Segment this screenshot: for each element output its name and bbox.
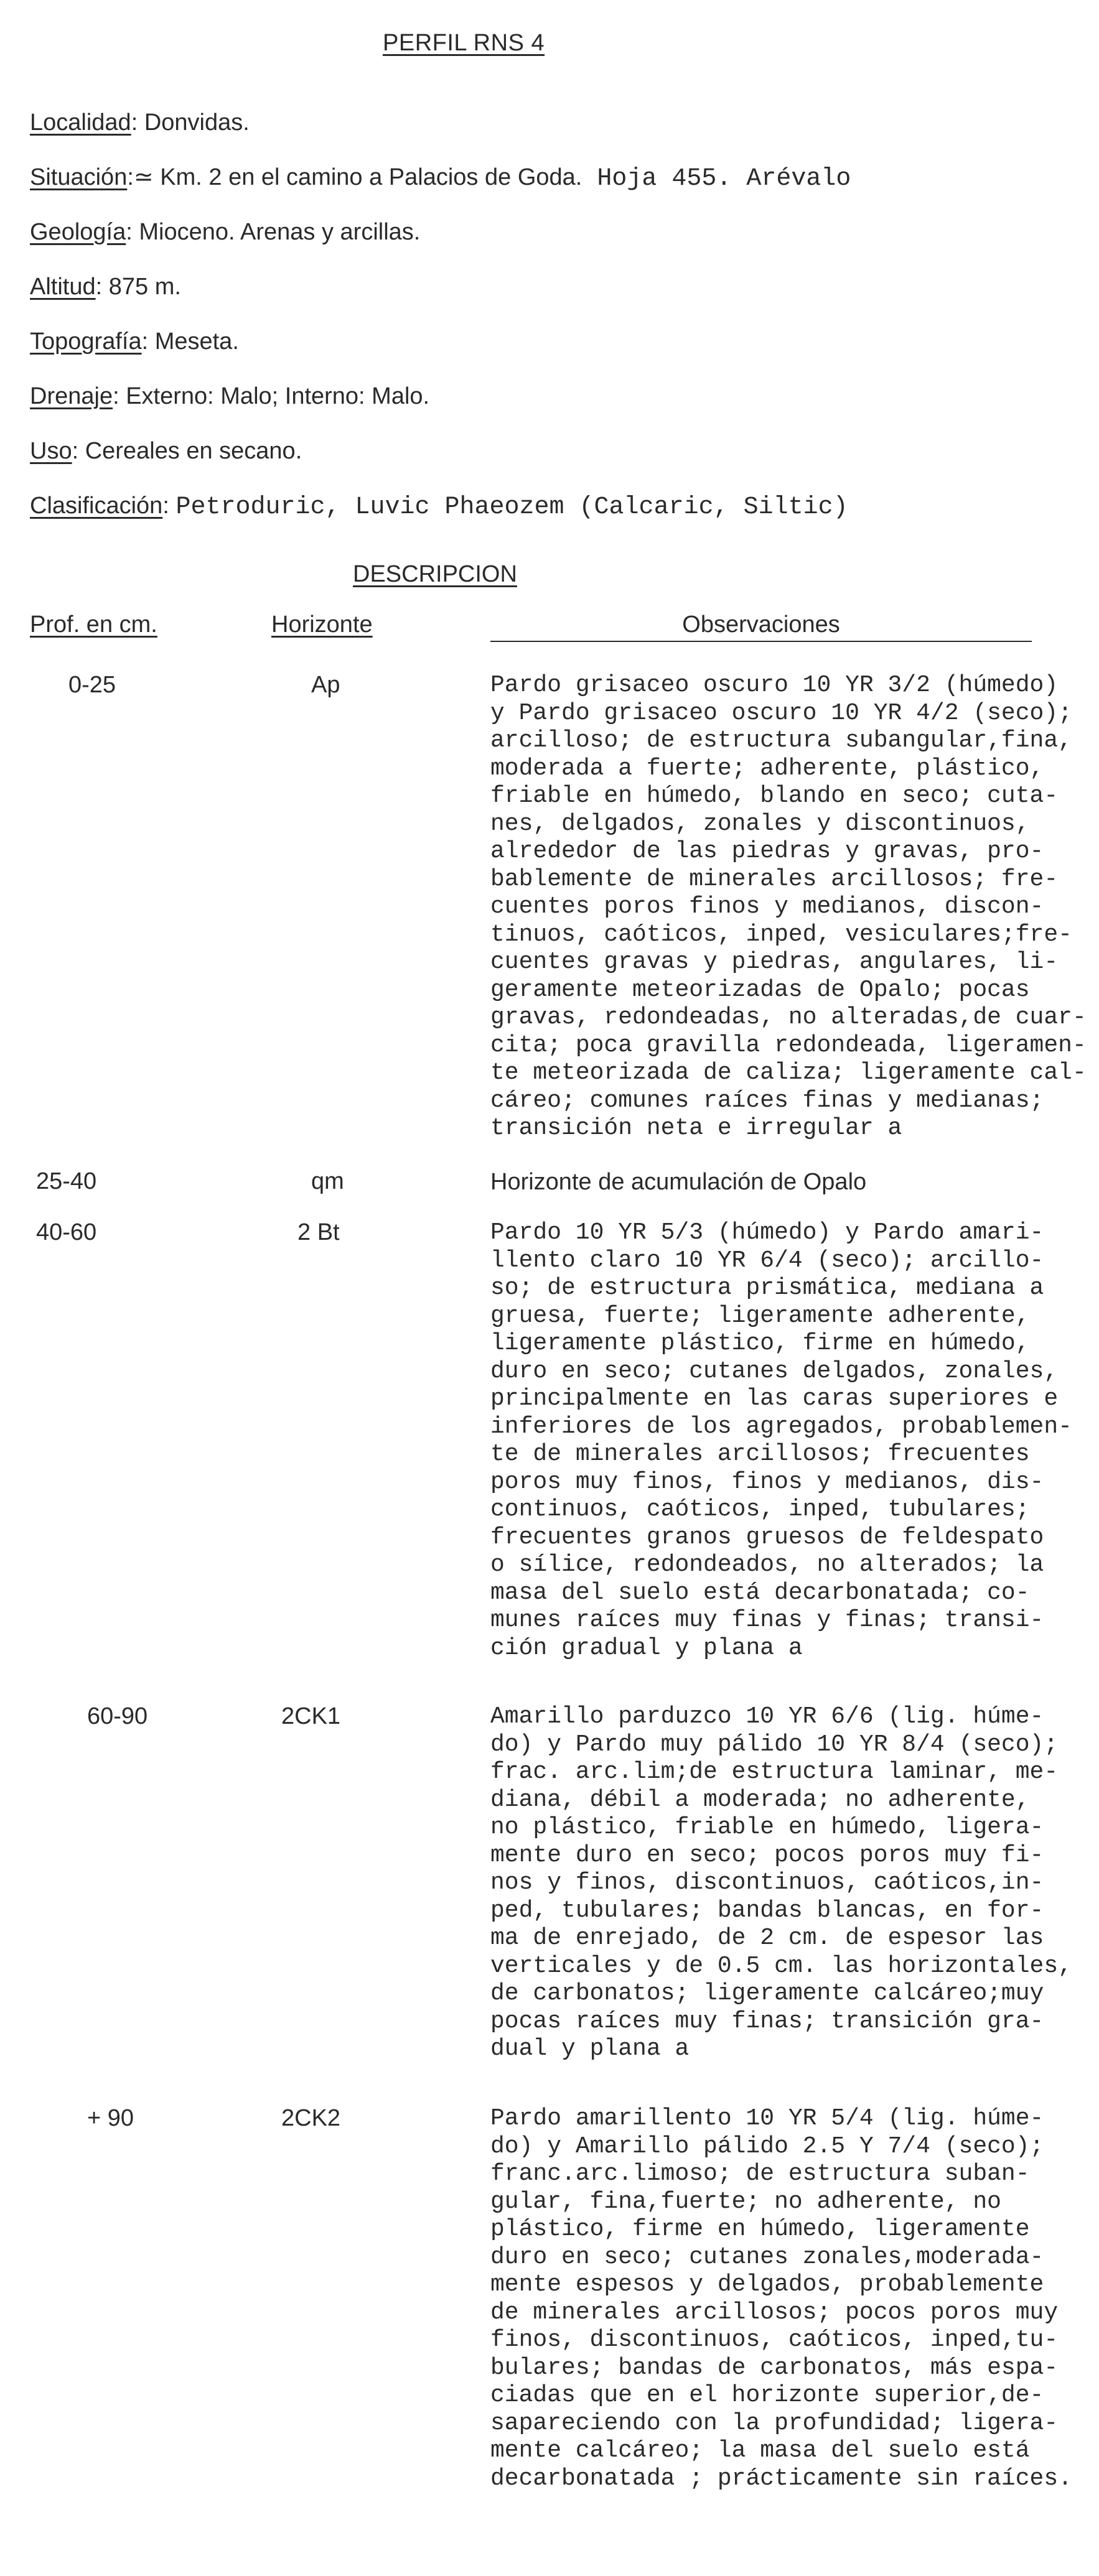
field-altitud: Altitud: 875 m.: [30, 274, 181, 300]
horizon-depth: 25-40: [36, 1168, 97, 1194]
horizon-depth: 40-60: [36, 1219, 97, 1245]
horizon-observations: [490, 2105, 1072, 2493]
observation-line: o sílice, redondeados, no alterados; la: [490, 1551, 1044, 1578]
observation-line: ciadas que en el horizonte superior,de-: [490, 2382, 1044, 2409]
profile-title: PERFIL RNS 4: [383, 30, 545, 56]
observation-line: finos, discontinuos, caóticos, inped,tu-: [490, 2327, 1059, 2353]
observation-line: ción gradual y plana a: [490, 1634, 803, 1662]
field-label: Geología: [30, 219, 126, 245]
column-header-horizon: Horizonte: [271, 611, 373, 638]
field-topografia: Topografía: Meseta.: [30, 328, 239, 355]
horizon-code: 2CK1: [281, 1703, 341, 1729]
observation-line: no plástico, friable en húmedo, ligera-: [490, 1814, 1044, 1841]
column-header-observations: [490, 611, 1032, 642]
observation-line: de carbonatos; ligeramente calcáreo;muy: [490, 1980, 1044, 2007]
observation-line: verticales y de 0.5 cm. las horizontales,: [490, 1952, 1072, 1979]
observation-line: franc.arc.limoso; de estructura suban-: [490, 2160, 1030, 2187]
observation-line: te meteorizada de caliza; ligeramente cal-: [490, 1059, 1087, 1086]
horizon-observations: [490, 1703, 1072, 2063]
horizon-depth: + 90: [87, 2105, 134, 2131]
observation-line: transición neta e irregular a: [490, 1115, 902, 1142]
observation-line: y Pardo grisaceo oscuro 10 YR 4/2 (seco);: [490, 699, 1072, 727]
observation-line: bablemente de minerales arcillosos; fre-: [490, 865, 1059, 893]
horizon-observations: [490, 1168, 1050, 1196]
field-label: Drenaje: [30, 383, 113, 409]
observation-line: moderada a fuerte; adherente, plástico,: [490, 755, 1044, 782]
observation-line: gruesa, fuerte; ligeramente adherente,: [490, 1302, 1030, 1329]
horizon-observations: [490, 1219, 1072, 1662]
observation-line: cuentes gravas y piedras, angulares, li-: [490, 949, 1059, 975]
observation-line: decarbonatada ; prácticamente sin raíces.: [490, 2465, 1072, 2492]
observation-line: poros muy finos, finos y medianos, dis-: [490, 1468, 1044, 1495]
field-label: Clasificación: [30, 493, 163, 519]
field-label: Uso: [30, 438, 72, 464]
field-value: Externo: Malo; Interno: Malo.: [126, 383, 430, 409]
observation-line: frecuentes granos gruesos de feldespato: [490, 1523, 1044, 1551]
horizon-code: Ap: [311, 672, 340, 698]
observation-line: duro en seco; cutanes delgados, zonales,: [490, 1357, 1059, 1385]
horizon-code: 2 Bt: [297, 1219, 340, 1245]
observation-line: ma de enrejado, de 2 cm. de espesor las: [490, 1925, 1044, 1951]
horizon-depth: 0-25: [68, 672, 116, 698]
observation-line: do) y Amarillo pálido 2.5 Y 7/4 (seco);: [490, 2132, 1044, 2160]
field-value: Cereales en secano.: [85, 438, 302, 464]
observation-line: principalmente en las caras superiores e: [490, 1385, 1059, 1412]
observation-line: Pardo 10 YR 5/3 (húmedo) y Pardo amari-: [490, 1219, 1044, 1246]
observation-line: te de minerales arcillosos; frecuentes: [490, 1441, 1030, 1467]
horizon-code: qm: [311, 1168, 344, 1194]
observation-line: ped, tubulares; bandas blancas, en for-: [490, 1897, 1044, 1924]
observation-line: gravas, redondeadas, no alteradas,de cuar-: [490, 1004, 1087, 1031]
site-fields: [30, 107, 1075, 545]
observation-line: mente calcáreo; la masa del suelo está: [490, 2437, 1030, 2464]
horizon-observations: [490, 672, 1087, 1143]
field-extra: Petroduric, Luvic Phaeozem (Calcaric, Siltic): [175, 493, 848, 521]
observation-line: frac. arc.lim;de estructura laminar, me-: [490, 1759, 1059, 1785]
field-situacion: Situación:≃ Km. 2 en el camino a Palacios de Goda. Hoja 455. Arévalo: [30, 164, 851, 193]
observation-line: mente duro en seco; pocos poros muy fi-: [490, 1841, 1044, 1869]
column-header-depth: Prof. en cm.: [30, 611, 157, 638]
observation-line: llento claro 10 YR 6/4 (seco); arcillo-: [490, 1247, 1044, 1274]
description-title: DESCRIPCION: [353, 561, 517, 587]
observation-line: plástico, firme en húmedo, ligeramente: [490, 2216, 1030, 2243]
observation-line: sapareciendo con la profundidad; ligera-: [490, 2409, 1059, 2437]
observation-line: arcilloso; de estructura subangular,fina,: [490, 727, 1072, 754]
observation-line: nos y finos, discontinuos, caóticos,in-: [490, 1869, 1044, 1896]
field-label: Localidad: [30, 109, 131, 136]
field-value: Meseta.: [154, 328, 239, 355]
observation-line: geramente meteorizadas de Opalo; pocas: [490, 976, 1030, 1003]
observation-line: do) y Pardo muy pálido 10 YR 8/4 (seco);: [490, 1731, 1059, 1758]
observation-line: Pardo amarillento 10 YR 5/4 (lig. húme-: [490, 2105, 1044, 2132]
observation-line: munes raíces muy finas y finas; transi-: [490, 1607, 1044, 1634]
field-label: Situación: [30, 164, 128, 190]
observation-line: cita; poca gravilla redondeada, ligeramen-: [490, 1031, 1087, 1059]
observation-line: inferiores de los agregados, probablemen-: [490, 1413, 1072, 1440]
observation-line: mente espesos y delgados, probablemente: [490, 2271, 1044, 2298]
field-clasificacion: Clasificación: Petroduric, Luvic Phaeozem (Calcaric, Siltic): [30, 493, 848, 521]
observation-line: nes, delgados, zonales y discontinuos,: [490, 810, 1030, 837]
field-geologia: Geología: Mioceno. Arenas y arcillas.: [30, 219, 421, 245]
observation-line: continuos, caóticos, inped, tubulares;: [490, 1496, 1030, 1523]
observation-line: Horizonte de acumulación de Opalo: [490, 1169, 867, 1195]
observation-line: alrededor de las piedras y gravas, pro-: [490, 838, 1044, 865]
field-drenaje: Drenaje: Externo: Malo; Interno: Malo.: [30, 383, 430, 409]
column-header-observations-label: Observaciones: [682, 611, 840, 638]
field-uso: Uso: Cereales en secano.: [30, 438, 302, 464]
observation-line: diana, débil a moderada; no adherente,: [490, 1786, 1030, 1813]
horizon-code: 2CK2: [281, 2105, 341, 2131]
field-label: Topografía: [30, 328, 142, 355]
field-value: Donvidas.: [144, 109, 250, 136]
field-extra: Hoja 455. Arévalo: [582, 165, 851, 193]
field-value: Mioceno. Arenas y arcillas.: [139, 219, 421, 245]
field-value: ≃ Km. 2 en el camino a Palacios de Goda.: [133, 164, 582, 190]
observation-line: pocas raíces muy finas; transición gra-: [490, 2007, 1044, 2035]
field-localidad: Localidad: Donvidas.: [30, 109, 250, 136]
observation-line: Pardo grisaceo oscuro 10 YR 3/2 (húmedo): [490, 672, 1059, 699]
observation-line: dual y plana a: [490, 2035, 690, 2062]
observation-line: cáreo; comunes raíces finas y medianas;: [490, 1087, 1044, 1114]
observation-line: Amarillo parduzco 10 YR 6/6 (lig. húme-: [490, 1703, 1044, 1730]
observation-line: cuentes poros finos y medianos, discon-: [490, 893, 1044, 920]
observation-line: friable en húmedo, blando en seco; cuta-: [490, 783, 1059, 809]
horizon-depth: 60-90: [87, 1703, 148, 1729]
field-value: 875 m.: [108, 274, 181, 300]
observation-line: gular, fina,fuerte; no adherente, no: [490, 2188, 1001, 2215]
observation-line: tinuos, caóticos, inped, vesiculares;fre-: [490, 921, 1072, 948]
observation-line: duro en seco; cutanes zonales,moderada-: [490, 2243, 1044, 2271]
observation-line: de minerales arcillosos; pocos poros muy: [490, 2299, 1059, 2326]
observation-line: masa del suelo está decarbonatada; co-: [490, 1579, 1030, 1606]
observation-line: bulares; bandas de carbonatos, más espa-: [490, 2354, 1059, 2381]
field-label: Altitud: [30, 274, 96, 300]
observation-line: so; de estructura prismática, mediana a: [490, 1275, 1044, 1301]
observation-line: ligeramente plástico, firme en húmedo,: [490, 1330, 1030, 1357]
